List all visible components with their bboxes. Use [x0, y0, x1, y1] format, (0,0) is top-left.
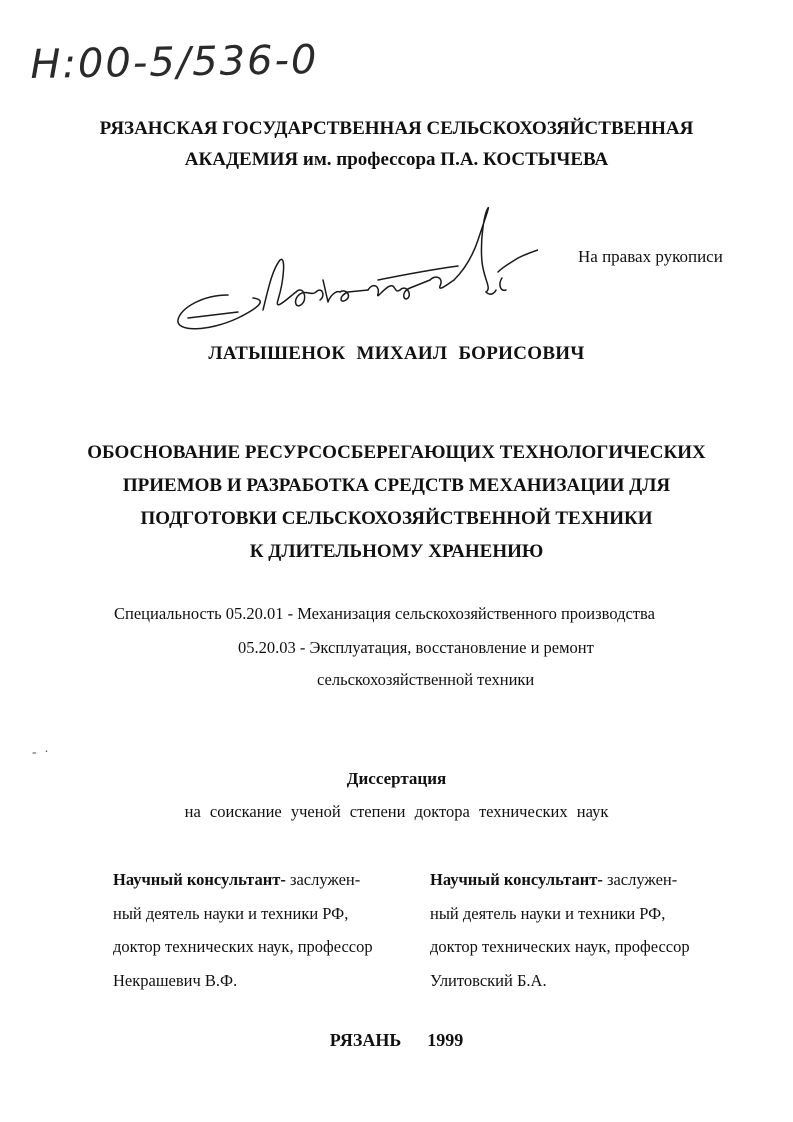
dissertation-label: Диссертация [346, 769, 447, 788]
specialty-line-2: 05.20.03 - Эксплуатация, восстановление и ремонт [238, 638, 594, 657]
consultant-degree: доктор технических наук, профессор [430, 937, 690, 956]
institution-line-1: РЯЗАНСКАЯ ГОСУДАРСТВЕННАЯ СЕЛЬСКОХОЗЯЙСТВЕННАЯ [99, 118, 694, 139]
city-year [0, 1030, 793, 1051]
consultant-label: Научный консультант- [113, 870, 286, 889]
consultant-title-start: заслужен- [285, 870, 361, 889]
institution-line-2: АКАДЕМИЯ им. профессора П.А. КОСТЫЧЕВА [184, 149, 609, 170]
year: 1999 [427, 1030, 464, 1050]
dissertation-title [0, 436, 793, 568]
consultant-label: Научный консультант- [430, 870, 603, 889]
city: РЯЗАНЬ [329, 1030, 402, 1050]
consultant-title: ный деятель науки и техники РФ, [430, 903, 666, 923]
consultant-block-2 [430, 863, 690, 997]
title-line: К ДЛИТЕЛЬНОМУ ХРАНЕНИЮ [249, 541, 544, 562]
specialty-line-1: Специальность 05.20.01 - Механизация сельскохозяйственного производства [114, 604, 655, 623]
specialty-line-3: сельскохозяйственной техники [317, 670, 535, 689]
consultant-title-start: заслужен- [602, 870, 678, 889]
consultant-degree: доктор технических наук, профессор [113, 937, 373, 956]
degree-text: на соискание ученой степени доктора технических наук [184, 802, 609, 821]
title-line: ОБОСНОВАНИЕ РЕСУРСОСБЕРЕГАЮЩИХ ТЕХНОЛОГИЧЕСКИХ [87, 442, 706, 463]
consultant-title: ный деятель науки и техники РФ, [113, 903, 349, 923]
rights-note: На правах рукописи [578, 247, 723, 266]
consultant-name: Некрашевич В.Ф. [113, 970, 238, 990]
consultant-block-1 [113, 863, 373, 997]
author-name: ЛАТЫШЕНОК МИХАИЛ БОРИСОВИЧ [208, 343, 585, 364]
title-line: ПРИЕМОВ И РАЗРАБОТКА СРЕДСТВ МЕХАНИЗАЦИИ ДЛЯ [122, 475, 671, 496]
handwritten-signature [168, 200, 538, 350]
title-line: ПОДГОТОВКИ СЕЛЬСКОХОЗЯЙСТВЕННОЙ ТЕХНИКИ [140, 508, 653, 529]
archive-number: Н:00-5/536-0 [30, 36, 319, 88]
scan-marks: - · [32, 745, 51, 760]
consultant-name: Улитовский Б.А. [430, 970, 547, 990]
